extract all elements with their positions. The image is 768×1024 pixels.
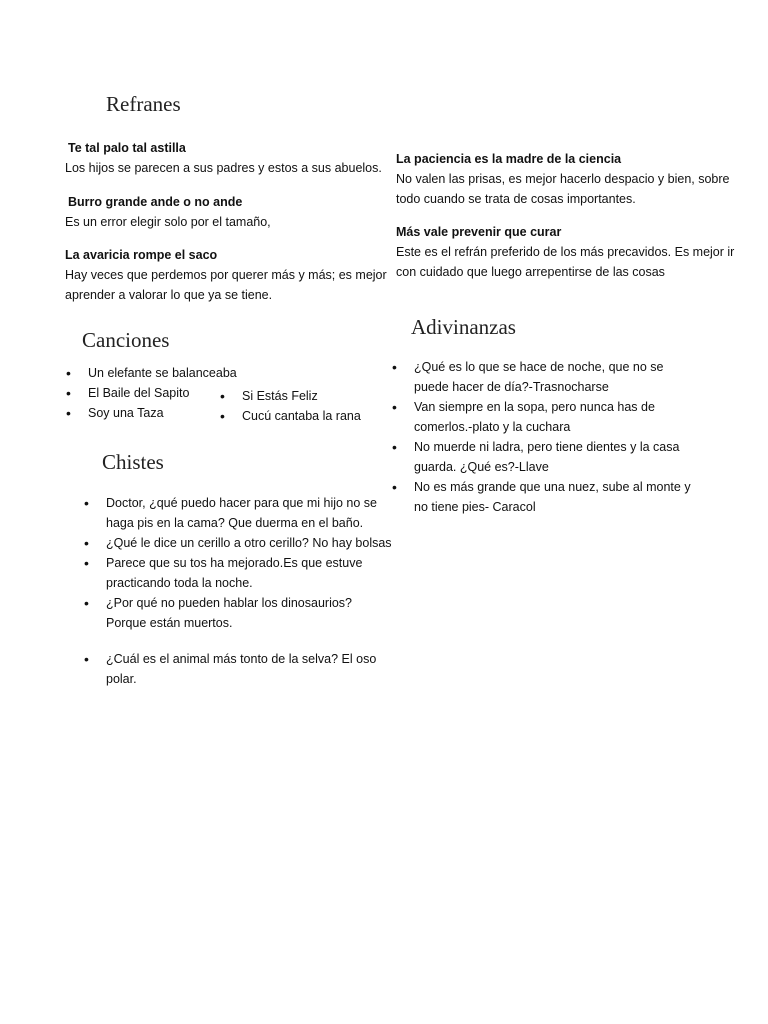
refran-right-1 xyxy=(396,149,741,209)
list-item: • No es más grande que una nuez, sube al monte y no tiene pies- Caracol xyxy=(390,477,700,517)
list-item: • Cucú cantaba la rana xyxy=(218,406,361,426)
canciones-list-2 xyxy=(218,386,361,426)
list-item: • Soy una Taza xyxy=(64,403,237,423)
refran-meaning: Los hijos se parecen a sus padres y estos a sus abuelos. xyxy=(65,161,382,175)
canciones-heading: Canciones xyxy=(82,328,170,352)
list-item: • No muerde ni ladra, pero tiene dientes y la casa guarda. ¿Qué es?-Llave xyxy=(390,437,700,477)
list-item: • Van siempre en la sopa, pero nunca has de comerlos.-plato y la cuchara xyxy=(390,397,700,437)
refran-left-2 xyxy=(65,192,395,232)
refran-meaning: No valen las prisas, es mejor hacerlo despacio y bien, sobre todo cuando se trata de cosas importantes. xyxy=(396,172,730,206)
refran-title: La avaricia rompe el saco xyxy=(65,248,218,262)
refran-meaning: Este es el refrán preferido de los más precavidos. Es mejor ir con cuidado que luego arrepentirse de las cosas xyxy=(396,245,735,279)
canciones-list-1 xyxy=(64,363,237,423)
refran-left-1 xyxy=(65,138,395,178)
adivinanzas-list xyxy=(390,357,700,517)
refran-meaning: Hay veces que perdemos por querer más y más; es mejor aprender a valorar lo que ya se tiene. xyxy=(65,268,387,302)
refran-title: Burro grande ande o no ande xyxy=(68,195,243,209)
refran-title: Más vale prevenir que curar xyxy=(396,225,562,239)
refranes-heading: Refranes xyxy=(106,92,181,116)
list-item: • Si Estás Feliz xyxy=(218,386,361,406)
chistes-heading: Chistes xyxy=(102,450,164,474)
refran-title: Te tal palo tal astilla xyxy=(68,141,186,155)
list-item: • ¿Qué es lo que se hace de noche, que no se puede hacer de día?-Trasnocharse xyxy=(390,357,700,397)
list-item: • ¿Por qué no pueden hablar los dinosaurios? Porque están muertos. xyxy=(82,593,392,633)
refran-left-3 xyxy=(65,245,395,305)
list-item: • ¿Cuál es el animal más tonto de la selva? El oso polar. xyxy=(82,649,392,689)
adivinanzas-heading: Adivinanzas xyxy=(411,315,516,339)
chistes-list xyxy=(82,493,392,689)
refran-right-2 xyxy=(396,222,741,282)
list-item: • El Baile del Sapito xyxy=(64,383,237,403)
list-item: • Un elefante se balanceaba xyxy=(64,363,237,383)
refran-title: La paciencia es la madre de la ciencia xyxy=(396,152,622,166)
refran-meaning: Es un error elegir solo por el tamaño, xyxy=(65,215,271,229)
list-item: • ¿Qué le dice un cerillo a otro cerillo? No hay bolsas xyxy=(82,533,392,553)
list-item: • Doctor, ¿qué puedo hacer para que mi hijo no se haga pis en la cama? Que duerma en el baño. xyxy=(82,493,392,533)
list-item: • Parece que su tos ha mejorado.Es que estuve practicando toda la noche. xyxy=(82,553,392,593)
